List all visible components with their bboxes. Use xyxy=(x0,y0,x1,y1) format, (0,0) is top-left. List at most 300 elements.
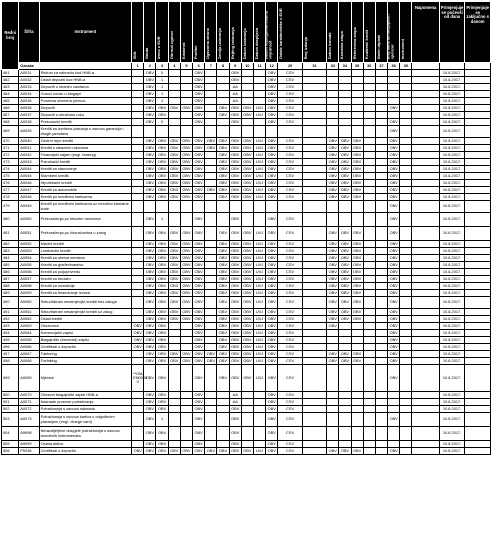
row-number: 473 xyxy=(2,159,19,166)
row-code: A0039 xyxy=(19,126,39,138)
cell-value xyxy=(180,399,192,406)
cell-value: OBV xyxy=(218,144,228,150)
cell-value: CSV xyxy=(278,323,302,330)
cell-value: UVJ xyxy=(253,159,265,166)
cell-value xyxy=(180,126,192,138)
cell-value xyxy=(205,269,217,276)
row-date-to xyxy=(465,126,491,138)
row-number: 476 xyxy=(2,180,19,187)
cell-value: OBV xyxy=(170,247,179,253)
cell-value: OBV xyxy=(267,137,276,143)
cell-value xyxy=(302,297,326,309)
col-header-8 xyxy=(217,2,229,63)
cell-value xyxy=(205,255,217,262)
cell-value: OBV xyxy=(218,172,228,178)
row-date-from: 10.8.2017. xyxy=(439,276,464,283)
cell-value xyxy=(363,413,375,427)
row-date-from: 10.8.2017. xyxy=(439,138,464,145)
cell-value: OBV xyxy=(170,275,179,281)
cell-value: OBV xyxy=(145,357,154,363)
cell-value xyxy=(241,392,253,399)
cell-value xyxy=(132,269,144,276)
cell-value: OBV xyxy=(328,144,337,150)
cell-value xyxy=(351,441,363,448)
cell-value xyxy=(351,91,363,98)
row-date-from: 10.8.2017. xyxy=(439,112,464,119)
cell-value: OBV xyxy=(194,104,203,110)
cell-value: OBV xyxy=(267,329,276,335)
cell-value xyxy=(363,323,375,330)
cell-value xyxy=(132,248,144,255)
row-date-to xyxy=(465,406,491,413)
row-date-from: 10.8.2017. xyxy=(439,105,464,112)
cell-value: OBV xyxy=(389,357,398,363)
cell-value: OBV xyxy=(194,83,203,89)
cell-value xyxy=(388,112,400,119)
cell-value: OBV xyxy=(243,165,252,171)
cell-value: OBV xyxy=(170,268,179,274)
row-date-to xyxy=(465,330,491,337)
cell-value: OBV xyxy=(194,97,203,103)
row-code: P0036 xyxy=(19,448,39,455)
cell-value: OBV xyxy=(267,104,276,110)
cell-value xyxy=(217,98,229,105)
cell-value xyxy=(327,213,339,227)
cell-value: OBV xyxy=(194,391,203,397)
column-number: 1 xyxy=(132,63,144,70)
cell-value: OBV xyxy=(157,289,167,295)
cell-value xyxy=(375,248,387,255)
table-row xyxy=(2,269,491,276)
cell-value xyxy=(339,344,351,351)
cell-value xyxy=(302,448,326,455)
row-date-from: 10.8.2017. xyxy=(439,126,464,138)
cell-value: OBV xyxy=(389,240,398,246)
cell-value: CSV xyxy=(278,255,302,262)
row-date-to xyxy=(465,138,491,145)
row-number: 482 xyxy=(2,241,19,248)
cell-value xyxy=(193,126,205,138)
row-number: 485 xyxy=(2,262,19,269)
row-date-to xyxy=(465,248,491,255)
row-number: 500 xyxy=(2,392,19,399)
cell-value xyxy=(363,77,375,84)
cell-value: OBV xyxy=(267,240,276,246)
row-date-from: 10.8.2017. xyxy=(439,290,464,297)
cell-value xyxy=(241,441,253,448)
row-note xyxy=(412,166,439,173)
row-date-from: 10.8.2017. xyxy=(439,227,464,241)
cell-value: OBV xyxy=(157,322,167,328)
cell-value: OBV xyxy=(194,322,203,328)
cell-value xyxy=(132,70,144,77)
cell-value xyxy=(327,126,339,138)
cell-value xyxy=(375,126,387,138)
row-note xyxy=(412,159,439,166)
cell-value: CSV xyxy=(278,105,302,112)
cell-value: OBV xyxy=(266,297,278,309)
cell-value: OBV xyxy=(389,336,398,342)
cell-value xyxy=(375,309,387,316)
cell-value: CSV xyxy=(278,187,302,194)
col-header-1 xyxy=(132,2,144,63)
table-row xyxy=(2,241,491,248)
row-number: 503 xyxy=(2,413,19,427)
col-header-16 xyxy=(339,2,351,63)
cell-value xyxy=(205,213,217,227)
cell-value xyxy=(132,112,144,119)
row-note xyxy=(412,441,439,448)
cell-value xyxy=(180,406,192,413)
cell-value: OBV xyxy=(182,308,191,314)
cell-value: OBV xyxy=(145,247,154,253)
cell-value xyxy=(327,427,339,441)
cell-value xyxy=(132,399,144,406)
cell-value xyxy=(363,427,375,441)
cell-value: OBV xyxy=(145,90,154,96)
cell-value: OBV xyxy=(157,398,167,404)
cell-value: OBV xyxy=(231,440,240,446)
cell-value: OBV xyxy=(267,83,276,89)
cell-value xyxy=(375,194,387,201)
cell-value xyxy=(363,344,375,351)
cell-value xyxy=(168,126,180,138)
cell-value xyxy=(351,399,363,406)
cell-value xyxy=(375,337,387,344)
cell-value: UVJ xyxy=(253,297,265,309)
cell-value: OBV xyxy=(194,158,203,164)
cell-value: OBV xyxy=(243,308,252,314)
cell-value xyxy=(253,98,265,105)
row-date-to xyxy=(465,337,491,344)
cell-value: OBV xyxy=(328,193,337,199)
cell-value xyxy=(168,365,180,392)
cell-value: CSV xyxy=(278,152,302,159)
cell-value xyxy=(375,98,387,105)
row-note xyxy=(412,91,439,98)
row-code: A0050 xyxy=(19,213,39,227)
cell-value xyxy=(205,441,217,448)
cell-value xyxy=(205,241,217,248)
cell-value xyxy=(302,413,326,427)
cell-value: OBV xyxy=(157,179,167,185)
cell-value: OBV xyxy=(218,247,228,253)
col-header-label: Profitni xyxy=(192,45,198,59)
cell-value: OBV xyxy=(267,336,276,342)
row-date-to xyxy=(465,112,491,119)
cell-value xyxy=(327,91,339,98)
cell-value xyxy=(168,337,180,344)
row-code: A0051 xyxy=(19,227,39,241)
cell-value: OBV xyxy=(231,111,240,117)
cell-value xyxy=(205,337,217,344)
row-note xyxy=(412,98,439,105)
cell-value xyxy=(302,255,326,262)
cell-value xyxy=(375,159,387,166)
cell-value xyxy=(302,227,326,241)
cell-value: UVJ xyxy=(253,180,265,187)
row-number: 467 xyxy=(2,112,19,119)
cell-value xyxy=(400,344,412,351)
cell-value xyxy=(132,166,144,173)
column-number-empty xyxy=(439,63,464,70)
cell-value: OBV xyxy=(243,104,252,110)
cell-value xyxy=(375,255,387,262)
cell-value: CSV xyxy=(278,406,302,413)
cell-value: OBV xyxy=(145,240,154,246)
table-row xyxy=(2,351,491,358)
cell-value xyxy=(339,330,351,337)
cell-value xyxy=(205,98,217,105)
row-number: 498 xyxy=(2,358,19,365)
cell-value: OBV xyxy=(328,240,337,246)
cell-value: OBV xyxy=(389,322,398,328)
column-number: 29 xyxy=(278,63,302,70)
cell-value xyxy=(132,201,144,213)
subheader-label: Oznaka xyxy=(19,63,132,70)
cell-value: 0 xyxy=(156,119,168,126)
cell-value xyxy=(168,77,180,84)
cell-value: OBV xyxy=(328,447,337,453)
cell-value: OBV xyxy=(194,76,203,82)
row-code: A0032 xyxy=(19,77,39,84)
row-date-to xyxy=(465,98,491,105)
row-number: 463 xyxy=(2,84,19,91)
table-row xyxy=(2,70,491,77)
row-note xyxy=(412,112,439,119)
cell-value: OBV xyxy=(217,297,229,309)
cell-value: OBV xyxy=(194,440,203,446)
row-note xyxy=(412,276,439,283)
row-code: A9998 xyxy=(19,427,39,441)
cell-value: OBV xyxy=(267,151,276,157)
cell-value: UVJ xyxy=(253,309,265,316)
row-code: A0047 xyxy=(19,187,39,194)
cell-value xyxy=(363,98,375,105)
cell-value: OBV xyxy=(243,343,252,349)
cell-value xyxy=(205,406,217,413)
row-code: A0071 xyxy=(19,399,39,406)
cell-value xyxy=(180,337,192,344)
cell-value xyxy=(217,392,229,399)
cell-value: UVJ xyxy=(253,330,265,337)
cell-value xyxy=(302,194,326,201)
cell-value: OBV xyxy=(231,240,240,246)
col-header-14 xyxy=(302,2,326,63)
cell-value: UVJ xyxy=(253,365,265,392)
cell-value: OBV xyxy=(194,240,203,246)
row-note xyxy=(412,180,439,187)
row-instrument-name: Posebna obvezna pričuva xyxy=(39,98,132,105)
cell-value xyxy=(302,84,326,91)
cell-value xyxy=(168,119,180,126)
cell-value xyxy=(205,152,217,159)
row-code: A0061 xyxy=(19,309,39,316)
cell-value xyxy=(351,70,363,77)
row-note xyxy=(412,413,439,427)
cell-value: OBV xyxy=(267,76,276,82)
row-instrument-name: Potraživanja s osnova kartica s odgođenim plaćanjem (engl. charge card) xyxy=(39,413,132,427)
row-date-from: 10.8.2017. xyxy=(439,255,464,262)
cell-value: OBV xyxy=(194,405,203,411)
cell-value: 1 xyxy=(156,77,168,84)
column-number: 12 xyxy=(266,63,278,70)
cell-value xyxy=(400,112,412,119)
row-number: 471 xyxy=(2,145,19,152)
cell-value: OBV xyxy=(353,151,362,157)
cell-value xyxy=(339,119,351,126)
cell-value: OBV xyxy=(243,151,252,157)
cell-value xyxy=(168,406,180,413)
row-instrument-name: Prekoračenja po tekućim računima xyxy=(39,213,132,227)
cell-value: OBV xyxy=(267,118,276,124)
row-instrument-name: Računi za naknadu kod HNB-a xyxy=(39,70,132,77)
table-row xyxy=(2,145,491,152)
cell-value: OBV xyxy=(389,247,398,253)
cell-value xyxy=(217,441,229,448)
cell-value: OBV xyxy=(241,227,253,241)
row-instrument-name: Krediti za poljoprivredu xyxy=(39,269,132,276)
row-date-to xyxy=(465,276,491,283)
cell-value: OBV xyxy=(267,186,276,192)
cell-value: OBV xyxy=(267,165,276,171)
cell-value xyxy=(253,84,265,91)
row-instrument-name: Krediti za obrtna sredstva xyxy=(39,255,132,262)
cell-value: OBV xyxy=(328,350,337,356)
cell-value xyxy=(363,392,375,399)
cell-value: OBV xyxy=(267,405,276,411)
cell-value: OBV xyxy=(145,329,154,335)
cell-value: OBV xyxy=(157,282,167,288)
cell-value: OBV xyxy=(328,186,337,192)
cell-value: OBV xyxy=(170,261,179,267)
cell-value: OBV xyxy=(231,165,240,171)
cell-value: CSV xyxy=(278,283,302,290)
table-row xyxy=(2,448,491,455)
row-instrument-name: Depoziti u stranim valutama xyxy=(39,84,132,91)
cell-value: OBV xyxy=(157,247,167,253)
row-instrument-name: Depoziti xyxy=(39,105,132,112)
cell-value xyxy=(327,406,339,413)
cell-value: OBV xyxy=(267,69,276,75)
row-date-to xyxy=(465,262,491,269)
cell-value: OBV xyxy=(145,111,154,117)
row-instrument-name: Sekuritizirani nesamjenjivi krediti uz zalog xyxy=(39,309,132,316)
cell-value: OBV xyxy=(217,365,229,392)
cell-value: OBV xyxy=(144,365,156,392)
cell-value: OBV xyxy=(241,297,253,309)
cell-value xyxy=(217,84,229,91)
row-date-from: 10.8.2017. xyxy=(439,173,464,180)
cell-value xyxy=(363,309,375,316)
row-note xyxy=(412,309,439,316)
cell-value: OBV xyxy=(194,282,203,288)
cell-value xyxy=(180,91,192,98)
cell-value: OBV xyxy=(267,391,276,397)
cell-value xyxy=(205,173,217,180)
cell-value: OBV xyxy=(194,144,203,150)
cell-value xyxy=(363,241,375,248)
cell-value: OBV xyxy=(231,118,240,124)
table-row xyxy=(2,248,491,255)
row-number: 484 xyxy=(2,255,19,262)
cell-value xyxy=(168,413,180,427)
row-date-from: 10.8.2017. xyxy=(439,84,464,91)
cell-value xyxy=(253,70,265,77)
cell-value xyxy=(229,201,241,213)
cell-value: OBV xyxy=(156,365,168,392)
cell-value: CSV xyxy=(278,399,302,406)
column-number: 4 xyxy=(168,63,180,70)
cell-value: OBV xyxy=(145,165,154,171)
row-date-to xyxy=(465,427,491,441)
cell-value: OBV xyxy=(328,151,337,157)
table-row xyxy=(2,399,491,406)
cell-value xyxy=(375,145,387,152)
cell-value: OBV xyxy=(194,111,203,117)
table-row xyxy=(2,406,491,413)
cell-value: OBV xyxy=(194,193,203,199)
cell-value xyxy=(302,77,326,84)
cell-value: OBV xyxy=(182,151,191,157)
cell-value xyxy=(363,399,375,406)
cell-value xyxy=(180,77,192,84)
row-date-from: 10.8.2017. xyxy=(439,77,464,84)
cell-value xyxy=(132,98,144,105)
cell-value xyxy=(253,427,265,441)
cell-value: UVJ xyxy=(253,448,265,455)
cell-value: OBV xyxy=(231,336,240,342)
cell-value xyxy=(339,392,351,399)
column-number: 2 xyxy=(144,63,156,70)
cell-value xyxy=(168,441,180,448)
cell-value xyxy=(375,70,387,77)
row-note xyxy=(412,297,439,309)
cell-value xyxy=(400,255,412,262)
cell-value xyxy=(400,269,412,276)
cell-value xyxy=(180,84,192,91)
cell-value: OBV xyxy=(389,350,398,356)
cell-value: OBV xyxy=(267,268,276,274)
cell-value: OBV xyxy=(145,158,154,164)
cell-value xyxy=(302,337,326,344)
table-row xyxy=(2,290,491,297)
cell-value xyxy=(339,413,351,427)
row-code: A0053 xyxy=(19,248,39,255)
cell-value: OBV xyxy=(340,254,350,260)
cell-value xyxy=(253,201,265,213)
cell-value: OBV xyxy=(145,193,154,199)
row-number: 477 xyxy=(2,187,19,194)
cell-value: CSV xyxy=(278,392,302,399)
cell-value xyxy=(375,441,387,448)
row-date-to xyxy=(465,290,491,297)
cell-value: OBV xyxy=(218,308,228,314)
cell-value: CSV xyxy=(278,365,302,392)
cell-value xyxy=(375,213,387,227)
col-header-date-to: Primjenjuje se zaključno s danom xyxy=(465,2,491,63)
cell-value: OBV xyxy=(231,179,240,185)
cell-value xyxy=(363,248,375,255)
cell-value: OBV xyxy=(353,275,362,281)
cell-value: OBV xyxy=(389,104,398,110)
row-note xyxy=(412,84,439,91)
cell-value xyxy=(132,187,144,194)
cell-value xyxy=(132,316,144,323)
cell-value xyxy=(351,105,363,112)
cell-value: CSV xyxy=(278,227,302,241)
cell-value: OBV xyxy=(231,350,240,356)
